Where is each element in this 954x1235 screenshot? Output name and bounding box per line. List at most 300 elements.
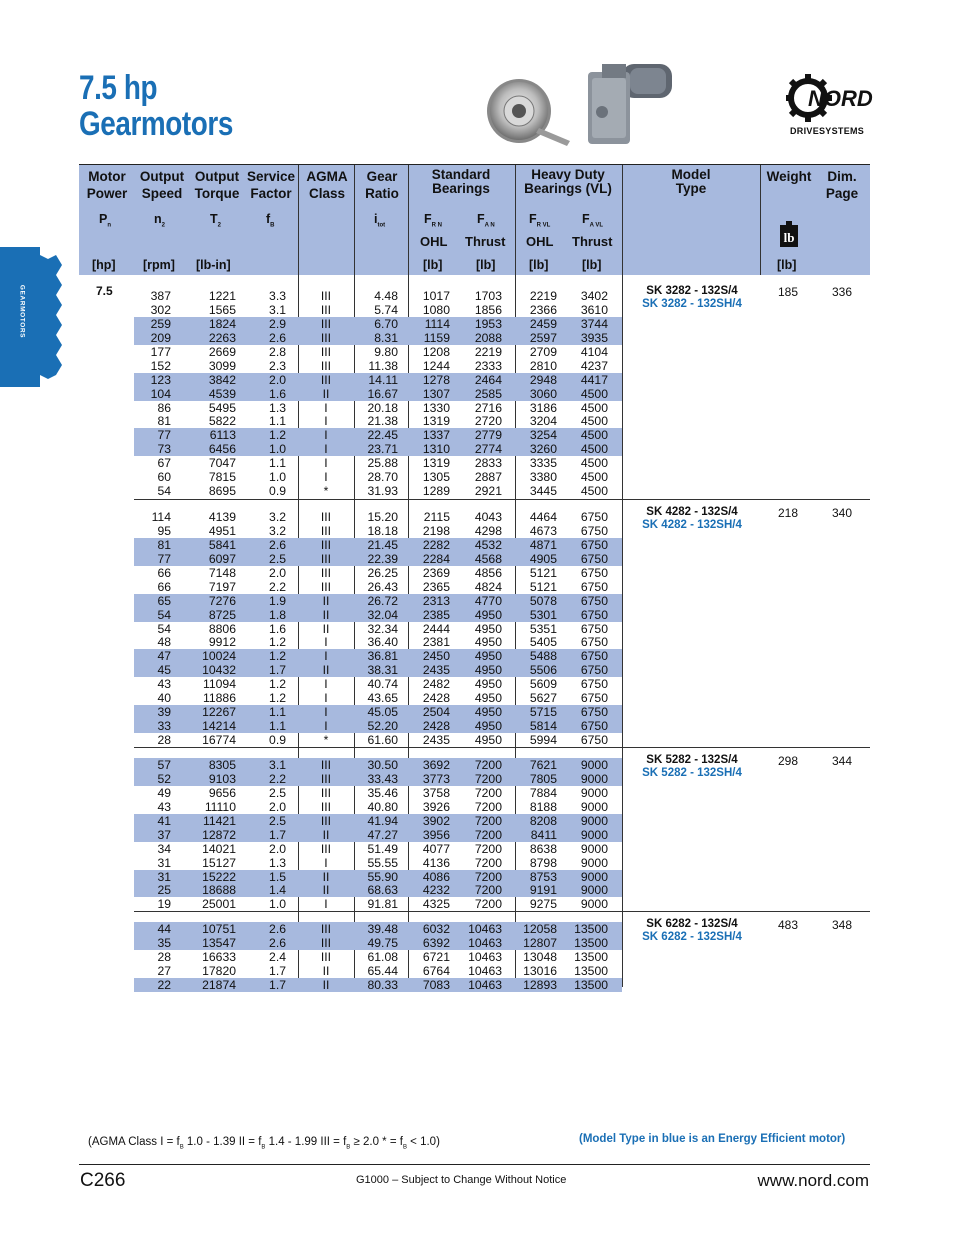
group-divider xyxy=(134,747,870,748)
table-cell: 3926 xyxy=(422,799,450,814)
table-cell: 387 xyxy=(150,289,171,303)
table-cell: 4950 xyxy=(474,607,502,622)
table-cell: 45 xyxy=(157,663,171,678)
table-cell: 9000 xyxy=(580,758,608,772)
table-cell: 12807 xyxy=(523,935,557,950)
table-cell: 9.80 xyxy=(374,344,398,359)
table-cell: 3402 xyxy=(580,289,608,303)
table-cell: 13048 xyxy=(523,949,557,964)
table-cell: 39.48 xyxy=(367,922,398,936)
table-cell: 1114 xyxy=(424,316,450,331)
table-cell: 36.81 xyxy=(367,649,398,664)
table-cell: 5488 xyxy=(529,649,557,664)
motor-power-value: 7.5 xyxy=(96,284,113,298)
table-cell: 10463 xyxy=(468,977,502,992)
table-cell: 10751 xyxy=(202,922,236,936)
table-cell: 32.34 xyxy=(367,621,398,636)
table-cell: 3060 xyxy=(529,386,557,401)
table-cell: III xyxy=(320,551,332,566)
header-model-type: Model Type xyxy=(671,167,711,196)
table-cell: 7083 xyxy=(422,977,450,992)
table-cell: I xyxy=(324,677,328,692)
side-tab-label: GEARMOTORS xyxy=(18,284,26,339)
table-cell: 6750 xyxy=(580,510,608,524)
table-cell: 15127 xyxy=(202,855,236,870)
page-number: C266 xyxy=(80,1170,126,1191)
table-cell: 10024 xyxy=(202,649,236,664)
table-cell: 6750 xyxy=(580,565,608,580)
table-cell: III xyxy=(320,302,332,317)
table-cell: 3.2 xyxy=(269,510,286,524)
table-cell: I xyxy=(324,470,328,485)
table-cell: 2444 xyxy=(422,621,450,636)
table-cell: 12058 xyxy=(523,922,557,936)
table-cell: I xyxy=(324,400,328,415)
table-cell: 6097 xyxy=(208,551,236,566)
table-cell: III xyxy=(320,565,332,580)
table-cell: 1.2 xyxy=(269,677,286,692)
table-cell: 6750 xyxy=(580,635,608,650)
table-cell: 25.88 xyxy=(367,456,398,471)
table-cell: 11421 xyxy=(203,813,236,828)
table-cell: II xyxy=(322,593,330,608)
table-cell: 2.3 xyxy=(269,358,286,373)
table-cell: 6750 xyxy=(580,607,608,622)
table-cell: 7197 xyxy=(208,579,236,594)
table-cell: 31 xyxy=(157,869,171,884)
unit-lb-weight: [lb] xyxy=(777,258,797,272)
table-cell: 1.3 xyxy=(269,400,286,415)
table-cell: 6750 xyxy=(580,705,608,720)
table-cell: I xyxy=(324,897,328,912)
table-cell: 13500 xyxy=(574,949,608,964)
table-cell: 6750 xyxy=(580,579,608,594)
table-cell: 2669 xyxy=(208,344,236,359)
table-cell: 5506 xyxy=(529,663,557,678)
table-cell: 9000 xyxy=(580,869,608,884)
table-cell: 61.08 xyxy=(367,949,398,964)
group-divider xyxy=(134,911,870,912)
header-service-factor: Service Factor xyxy=(246,169,296,201)
table-cell: 11886 xyxy=(203,691,236,706)
table-cell: * xyxy=(323,733,329,748)
header-output-torque: Output Torque xyxy=(194,169,240,201)
table-cell: 1.7 xyxy=(269,977,286,992)
table-cell: 8725 xyxy=(208,607,236,622)
table-cell: 1.1 xyxy=(269,705,286,720)
table-cell: 4043 xyxy=(474,510,502,524)
table-cell: 81 xyxy=(157,537,171,552)
symbol-frvl: $F_{R VL}$ xyxy=(529,212,551,229)
table-cell: 1.1 xyxy=(269,456,286,471)
table-cell: 2385 xyxy=(422,607,450,622)
table-cell: 19 xyxy=(157,897,171,912)
table-cell: II xyxy=(322,386,330,401)
symbol-fan: $F_{A N}$ xyxy=(477,212,495,229)
table-cell: 6750 xyxy=(580,537,608,552)
table-cell: 7200 xyxy=(474,785,502,800)
table-cell: 6764 xyxy=(422,963,450,978)
table-cell: III xyxy=(320,841,332,856)
table-cell: 6032 xyxy=(422,922,450,936)
table-cell: 17820 xyxy=(202,963,236,978)
table-cell: 1289 xyxy=(422,484,450,499)
table-cell: 5121 xyxy=(529,565,557,580)
table-cell: 2.0 xyxy=(269,565,286,580)
table-cell: 7200 xyxy=(474,758,502,772)
table-cell: III xyxy=(320,537,332,552)
table-cell: 43.65 xyxy=(367,691,398,706)
table-cell: 2435 xyxy=(422,733,450,748)
table-cell: 8305 xyxy=(208,758,236,772)
table-cell: 1.2 xyxy=(269,649,286,664)
table-cell: 1856 xyxy=(474,302,502,317)
table-cell: 4950 xyxy=(474,733,502,748)
table-cell: 177 xyxy=(150,344,171,359)
table-cell: 13016 xyxy=(523,963,557,978)
table-cell: 66 xyxy=(157,579,171,594)
table-cell: 40.80 xyxy=(367,799,398,814)
table-cell: 4539 xyxy=(208,386,236,401)
table-cell: 8695 xyxy=(208,484,236,499)
header-standard-bearings: Standard Bearings xyxy=(431,167,491,196)
table-cell: 55.90 xyxy=(367,869,398,884)
table-cell: 8.31 xyxy=(374,330,398,345)
table-cell: 2720 xyxy=(474,414,502,429)
table-cell: 4325 xyxy=(422,897,450,912)
table-cell: 3692 xyxy=(422,758,450,772)
table-cell: 2284 xyxy=(422,551,450,566)
table-cell: 3935 xyxy=(580,330,608,345)
table-cell: 1.8 xyxy=(269,607,286,622)
table-cell: 6750 xyxy=(580,691,608,706)
table-cell: 1307 xyxy=(422,386,450,401)
table-cell: 1.3 xyxy=(269,855,286,870)
table-cell: 1.0 xyxy=(269,897,286,912)
table-cell: 5609 xyxy=(529,677,557,692)
table-cell: 2709 xyxy=(529,344,557,359)
table-cell: 1703 xyxy=(474,289,502,303)
table-cell: 1310 xyxy=(422,442,450,457)
table-cell: 6456 xyxy=(208,442,236,457)
table-cell: 8411 xyxy=(530,827,557,842)
table-cell: 48 xyxy=(157,635,171,650)
table-cell: 1080 xyxy=(422,302,450,317)
table-cell: 3610 xyxy=(580,302,608,317)
table-cell: 26.43 xyxy=(367,579,398,594)
model-type: SK 5282 - 132S/4 xyxy=(646,754,738,766)
table-cell: 51.49 xyxy=(367,841,398,856)
unit-rpm: [rpm] xyxy=(143,258,175,272)
table-cell: II xyxy=(322,977,330,992)
table-cell: 49.75 xyxy=(367,935,398,950)
table-cell: 65.44 xyxy=(367,963,398,978)
table-cell: 2.5 xyxy=(269,785,286,800)
table-cell: 9000 xyxy=(580,841,608,856)
table-cell: 5121 xyxy=(529,579,557,594)
table-cell: 30.50 xyxy=(367,758,398,772)
table-cell: 5078 xyxy=(529,593,557,608)
website-link[interactable]: www.nord.com xyxy=(757,1171,869,1190)
table-cell: 1337 xyxy=(422,428,450,443)
table-cell: 6750 xyxy=(580,621,608,636)
table-cell: III xyxy=(320,523,332,538)
table-cell: 4950 xyxy=(474,705,502,720)
table-cell: 2.6 xyxy=(269,935,286,950)
table-cell: 9000 xyxy=(580,897,608,912)
table-cell: I xyxy=(324,428,328,443)
header-dim-page: Dim. Page xyxy=(825,169,859,201)
table-cell: 2.9 xyxy=(269,316,286,331)
table-cell: 3.1 xyxy=(269,758,286,772)
table-cell: 54 xyxy=(157,621,171,636)
table-cell: 2948 xyxy=(529,372,557,387)
model-type-energy-efficient: SK 5282 - 132SH/4 xyxy=(642,767,742,779)
table-cell: 5351 xyxy=(529,621,557,636)
table-cell: 4871 xyxy=(529,537,557,552)
table-cell: I xyxy=(324,719,328,734)
table-cell: 7200 xyxy=(474,897,502,912)
table-cell: 7621 xyxy=(529,758,557,772)
table-cell: 3842 xyxy=(208,372,236,387)
weight-value: 298 xyxy=(777,754,799,768)
table-cell: 7276 xyxy=(208,593,236,608)
table-cell: II xyxy=(322,883,330,898)
table-cell: 1.0 xyxy=(269,470,286,485)
table-cell: 4950 xyxy=(474,663,502,678)
table-cell: 2.6 xyxy=(269,537,286,552)
header-motor-power: Motor Power xyxy=(86,169,128,201)
table-cell: 2.0 xyxy=(269,841,286,856)
table-cell: 1330 xyxy=(422,400,450,415)
table-cell: 6750 xyxy=(580,677,608,692)
table-cell: 5822 xyxy=(208,414,236,429)
table-cell: 1.2 xyxy=(269,635,286,650)
table-cell: 2921 xyxy=(474,484,502,499)
header-ohl-vl: OHL xyxy=(526,234,554,249)
table-cell: 114 xyxy=(151,510,171,524)
table-cell: 12872 xyxy=(202,827,236,842)
table-cell: 5994 xyxy=(529,733,557,748)
model-type-energy-efficient: SK 4282 - 132SH/4 xyxy=(642,519,742,531)
table-cell: 9000 xyxy=(580,785,608,800)
model-type: SK 6282 - 132S/4 xyxy=(646,918,738,930)
table-cell: 2366 xyxy=(529,302,557,317)
table-cell: 65 xyxy=(157,593,171,608)
table-cell: 39 xyxy=(157,705,171,720)
unit-lb-ohl-vl: [lb] xyxy=(529,258,549,272)
table-cell: 25 xyxy=(157,883,171,898)
table-cell: 302 xyxy=(150,302,171,317)
table-cell: 9656 xyxy=(208,785,236,800)
table-cell: 2219 xyxy=(474,344,502,359)
table-cell: 10463 xyxy=(468,922,502,936)
table-cell: 6721 xyxy=(422,949,450,964)
table-cell: 81 xyxy=(157,414,171,429)
weight-icon xyxy=(780,221,798,247)
table-cell: 4077 xyxy=(422,841,450,856)
table-cell: I xyxy=(324,635,328,650)
table-cell: 7805 xyxy=(529,771,557,786)
table-cell: 104 xyxy=(150,386,171,401)
table-cell: 40.74 xyxy=(367,677,398,692)
table-cell: 1.2 xyxy=(269,691,286,706)
table-cell: 9191 xyxy=(529,883,557,898)
table-cell: 27 xyxy=(157,963,171,978)
table-cell: 3.1 xyxy=(269,302,286,317)
table-cell: 6750 xyxy=(580,649,608,664)
dim-page-value: 336 xyxy=(831,285,853,299)
table-cell: 2219 xyxy=(529,289,557,303)
symbol-favl: $F_{A VL}$ xyxy=(582,212,604,229)
table-cell: 2.0 xyxy=(269,372,286,387)
table-cell: 4500 xyxy=(580,470,608,485)
title-line-2: Gearmotors xyxy=(79,105,233,143)
table-cell: 2887 xyxy=(474,470,502,485)
table-cell: I xyxy=(324,705,328,720)
table-cell: 5715 xyxy=(529,705,557,720)
table-cell: 9912 xyxy=(208,635,236,650)
table-cell: III xyxy=(320,579,332,594)
table-cell: 2333 xyxy=(474,358,502,373)
table-cell: 4.48 xyxy=(374,289,398,303)
table-cell: 9000 xyxy=(580,813,608,828)
table-cell: 11110 xyxy=(204,799,236,814)
table-cell: 6750 xyxy=(580,733,608,748)
table-cell: 2381 xyxy=(422,635,450,650)
table-cell: 1.6 xyxy=(269,621,286,636)
table-cell: 1208 xyxy=(422,344,450,359)
table-cell: 33 xyxy=(157,719,171,734)
table-cell: 16.67 xyxy=(367,386,398,401)
symbol-fb: $f_B$ xyxy=(266,212,275,229)
header-thrust: Thrust xyxy=(465,234,506,249)
table-cell: 60 xyxy=(157,470,171,485)
table-cell: II xyxy=(322,621,330,636)
table-cell: 4237 xyxy=(580,358,608,373)
table-cell: 31 xyxy=(157,855,171,870)
symbol-t2: $T_2$ xyxy=(210,212,221,229)
table-cell: 1305 xyxy=(422,470,450,485)
table-cell: 152 xyxy=(150,358,171,373)
table-cell: 34 xyxy=(157,841,171,856)
table-cell: I xyxy=(324,855,328,870)
table-cell: 45.05 xyxy=(367,705,398,720)
svg-text:lb: lb xyxy=(783,230,795,245)
table-cell: 3445 xyxy=(529,484,557,499)
table-cell: 21874 xyxy=(202,977,236,992)
table-cell: 2263 xyxy=(208,330,236,345)
table-cell: 4500 xyxy=(580,442,608,457)
table-cell: 6392 xyxy=(422,935,450,950)
col-divider-agma xyxy=(298,165,299,987)
table-cell: 9103 xyxy=(208,771,236,786)
table-cell: 10463 xyxy=(468,949,502,964)
header-gear-ratio: Gear Ratio xyxy=(365,169,399,201)
table-cell: 3186 xyxy=(529,400,557,415)
table-cell: 2597 xyxy=(529,330,557,345)
table-cell: III xyxy=(320,372,332,387)
table-cell: 3260 xyxy=(529,442,557,457)
table-cell: 10463 xyxy=(468,935,502,950)
table-cell: 7200 xyxy=(474,869,502,884)
table-cell: 12893 xyxy=(523,977,557,992)
table-cell: 6113 xyxy=(209,428,236,443)
table-cell: III xyxy=(320,510,332,524)
table-cell: 22 xyxy=(157,977,171,992)
table-cell: 26.72 xyxy=(367,593,398,608)
table-cell: 20.18 xyxy=(367,400,398,415)
table-cell: 3.2 xyxy=(269,523,286,538)
model-type-energy-efficient: SK 6282 - 132SH/4 xyxy=(642,931,742,943)
table-cell: 15222 xyxy=(202,869,236,884)
table-cell: 1.4 xyxy=(269,883,286,898)
table-cell: 2428 xyxy=(422,719,450,734)
table-cell: 43 xyxy=(157,677,171,692)
table-cell: 21.38 xyxy=(367,414,398,429)
table-cell: 28 xyxy=(157,733,171,748)
table-cell: 1278 xyxy=(422,372,450,387)
table-cell: 4104 xyxy=(580,344,608,359)
weight-value: 483 xyxy=(777,918,799,932)
table-cell: 41.94 xyxy=(367,813,398,828)
table-cell: 52.20 xyxy=(367,719,398,734)
table-cell: 4950 xyxy=(474,677,502,692)
table-cell: 37 xyxy=(157,827,171,842)
table-cell: III xyxy=(320,771,332,786)
table-cell: 1.7 xyxy=(269,663,286,678)
table-cell: 44 xyxy=(157,922,171,936)
table-cell: I xyxy=(324,456,328,471)
table-cell: 1824 xyxy=(208,316,236,331)
table-cell: 4856 xyxy=(474,565,502,580)
table-cell: 2.8 xyxy=(269,344,286,359)
table-cell: 2716 xyxy=(474,400,502,415)
table-cell: 36.40 xyxy=(367,635,398,650)
table-cell: 35 xyxy=(157,935,171,950)
table-cell: 32.04 xyxy=(367,607,398,622)
table-cell: 1319 xyxy=(422,414,450,429)
table-cell: 5.74 xyxy=(374,302,398,317)
table-cell: 8806 xyxy=(208,621,236,636)
header-ohl: OHL xyxy=(420,234,448,249)
table-cell: 7047 xyxy=(208,456,236,471)
bottom-rule xyxy=(79,1164,870,1165)
table-cell: 7200 xyxy=(474,813,502,828)
agma-class-note: (AGMA Class $I = f_B$ 1.0 - 1.39 II = $f_B$ 1.4 - 1.99 III = $f_B \ge 2.0$ * = $f_B < 1.0$) xyxy=(88,1136,440,1151)
title-line-1: 7.5 hp xyxy=(79,69,158,107)
table-cell: 0.9 xyxy=(269,484,286,499)
group-divider xyxy=(134,499,870,500)
symbol-n2: $n_2$ xyxy=(154,212,165,229)
weight-value: 185 xyxy=(777,285,799,299)
table-cell: 4139 xyxy=(208,510,236,524)
table-cell: 25001 xyxy=(202,897,236,912)
table-cell: 52 xyxy=(157,771,171,786)
table-cell: 4232 xyxy=(422,883,450,898)
table-cell: 6750 xyxy=(580,593,608,608)
table-cell: 4568 xyxy=(474,551,502,566)
table-cell: 3773 xyxy=(422,771,450,786)
table-cell: 4673 xyxy=(529,523,557,538)
table-cell: 4532 xyxy=(474,537,502,552)
page-title xyxy=(79,70,233,142)
table-cell: 47 xyxy=(157,649,171,664)
table-cell: 77 xyxy=(157,551,171,566)
table-cell: 23.71 xyxy=(367,442,398,457)
table-cell: 40 xyxy=(157,691,171,706)
table-cell: 259 xyxy=(150,316,171,331)
